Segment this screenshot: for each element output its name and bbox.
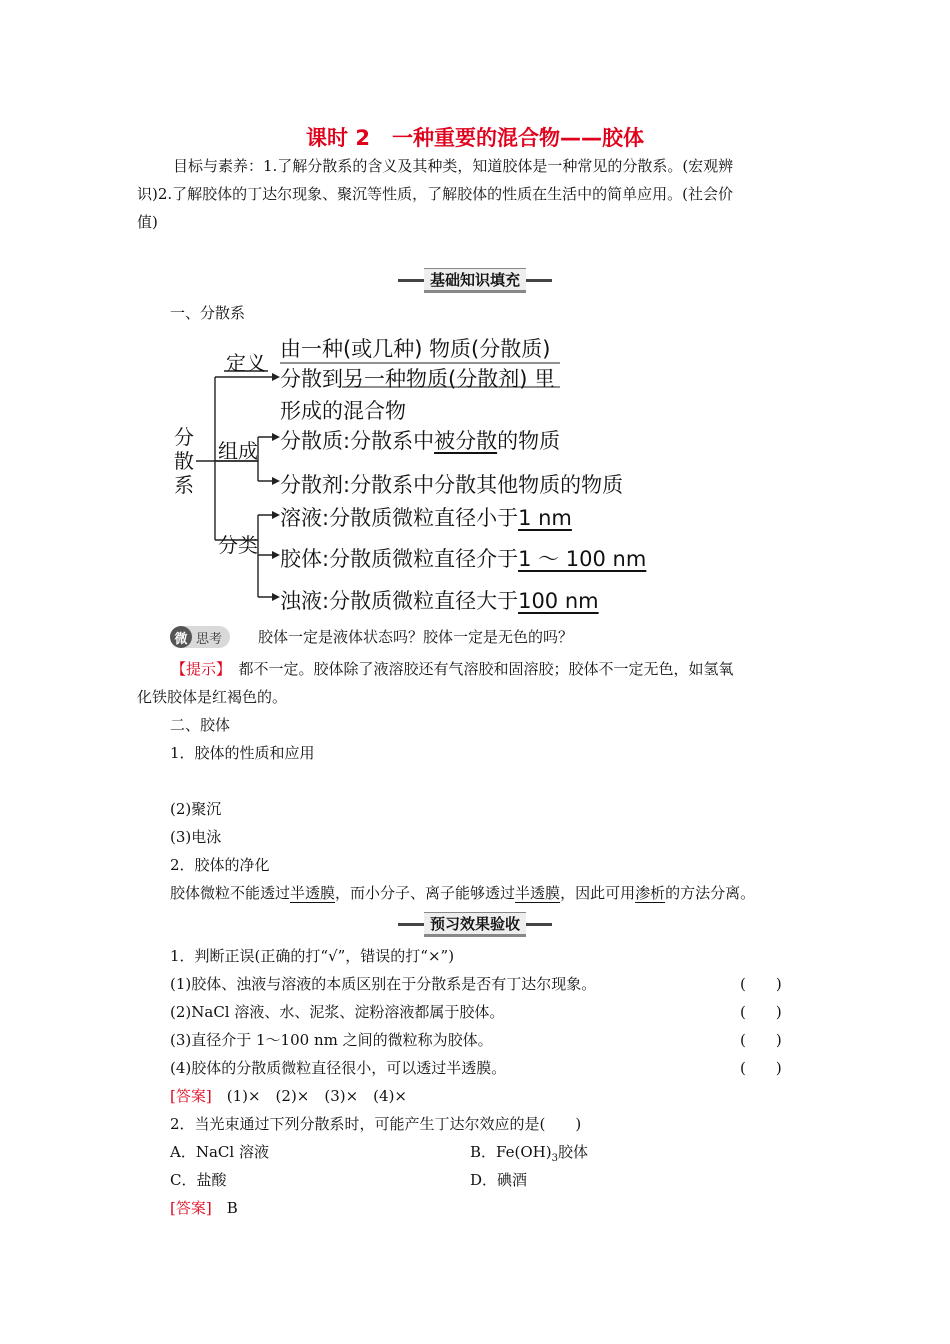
banner-bar-left [398,279,424,282]
solution-blank: 1 nm [518,506,572,530]
goals-line-1: 目标与素养：1.了解分散系的含义及其种类，知道胶体是一种常见的分散系。(宏观辨 [173,157,734,175]
hint-label: 【提示】 [171,660,224,678]
purify-blank-3: 渗析 [635,884,666,902]
root-char-3: 系 [174,473,194,497]
purify-part-4: 的方法分离。 [665,884,756,902]
purify-blank-2: 半透膜 [515,884,561,902]
q1-stem: 1．判断正误(正确的打“√”，错误的打“×”) [170,947,455,965]
purify-blank-1: 半透膜 [290,884,336,902]
solute-suffix: 的物质 [497,429,561,453]
definition-line-3: 形成的混合物 [280,399,406,423]
q1-answer [170,1082,850,1110]
q2-answer-label: [答案] [170,1199,212,1217]
heading-dispersion: 一、分散系 [170,304,246,322]
root-char-2: 散 [174,449,194,473]
banner-label: 预习效果验收 [424,912,526,937]
solute-prefix: 分散质:分散系中 [280,429,435,453]
colloid-blank: 1 ～ 100 nm [518,547,647,571]
label-composition: 组成 [218,439,258,463]
label-classification: 分类 [218,533,258,557]
colloid-prefix: 胶体:分散质微粒直径介于 [280,547,519,571]
item-coagulation: (2)聚沉 [170,800,222,818]
section-banner-preview [395,913,555,935]
goals-line-2: 识)2.了解胶体的丁达尔现象、聚沉等性质，了解胶体的性质在生活中的简单应用。(社会价 [137,185,734,203]
subheading-purification: 2．胶体的净化 [170,856,270,874]
banner-label: 基础知识填充 [424,268,526,293]
item-electrophoresis: (3)电泳 [170,828,222,846]
q1-paren-2: ( ) [740,1003,782,1021]
purify-part-1: 胶体微粒不能透过 [170,884,291,902]
q1-answer-label: [答案] [170,1087,212,1105]
q1-item-2: (2)NaCl 溶液、水、泥浆、淀粉溶液都属于胶体。 [170,1003,505,1021]
class-solution [280,502,572,532]
label-definition: 定义 [226,351,266,375]
q1-answer-text: (1)× (2)× (3)× (4)× [226,1087,407,1105]
solution-prefix: 溶液:分散质微粒直径小于 [280,506,519,530]
banner-bar-left [398,923,424,926]
solute-blank: 被分散 [434,429,498,453]
purify-part-3: ，因此可用 [560,884,636,902]
think-label: 思考 [196,631,223,647]
section-banner-basics [395,269,555,291]
option-b-post: 胶体 [557,1143,588,1161]
dispersion-diagram [160,325,647,625]
subheading-properties: 1．胶体的性质和应用 [170,744,315,762]
diagram-root [174,425,194,497]
q2-answer-text: B [226,1199,238,1217]
q2-option-a: A．NaCl 溶液 [170,1143,269,1161]
option-b-pre: B．Fe(OH) [470,1143,552,1161]
banner-bar-right [526,923,552,926]
page-title [0,122,950,152]
q1-item-4: (4)胶体的分散质微粒直径很小，可以透过半透膜。 [170,1059,507,1077]
q2-answer [170,1194,850,1222]
q1-paren-4: ( ) [740,1059,782,1077]
q1-paren-1: ( ) [740,975,782,993]
suspension-blank: 100 nm [518,589,599,613]
hint-line-1: 都不一定。胶体除了液溶胶还有气溶胶和固溶胶；胶体不一定无色，如氢氧 [238,660,734,678]
q2-stem: 2．当光束通过下列分散系时，可能产生丁达尔效应的是( ) [170,1115,582,1133]
option-b-sub: 3 [551,1153,558,1164]
hint-paragraph [137,655,817,711]
think-chip [170,626,230,648]
q2-option-c: C．盐酸 [170,1171,227,1189]
purify-part-2: ，而小分子、离子能够透过 [335,884,516,902]
lesson-number: 课时 2 [306,126,370,150]
goals-paragraph [137,152,817,236]
heading-colloid: 二、胶体 [170,716,231,734]
banner-bar-right [526,279,552,282]
root-char-1: 分 [174,425,194,449]
think-icon: 微 [170,626,192,648]
q2-option-d: D．碘酒 [470,1171,528,1189]
class-colloid [280,543,646,573]
goals-line-3: 值) [137,213,158,231]
composition-solvent: 分散剂:分散系中分散其他物质的物质 [280,473,624,497]
class-suspension [280,585,599,615]
lesson-topic: 一种重要的混合物——胶体 [391,126,644,150]
definition-line-1: 由一种(或几种) 物质(分散质) [280,337,551,361]
q1-item-1: (1)胶体、浊液与溶液的本质区别在于分散系是否有丁达尔现象。 [170,975,597,993]
q1-item-3: (3)直径介于 1～100 nm 之间的微粒称为胶体。 [170,1031,493,1049]
hint-line-2: 化铁胶体是红褐色的。 [137,688,288,706]
q1-paren-3: ( ) [740,1031,782,1049]
purification-text [170,879,850,907]
composition-solute [280,425,560,455]
definition-line-2: 分散到另一种物质(分散剂) 里 [280,367,556,391]
suspension-prefix: 浊液:分散质微粒直径大于 [280,589,519,613]
think-question: 胶体一定是液体状态吗？胶体一定是无色的吗？ [258,628,574,646]
